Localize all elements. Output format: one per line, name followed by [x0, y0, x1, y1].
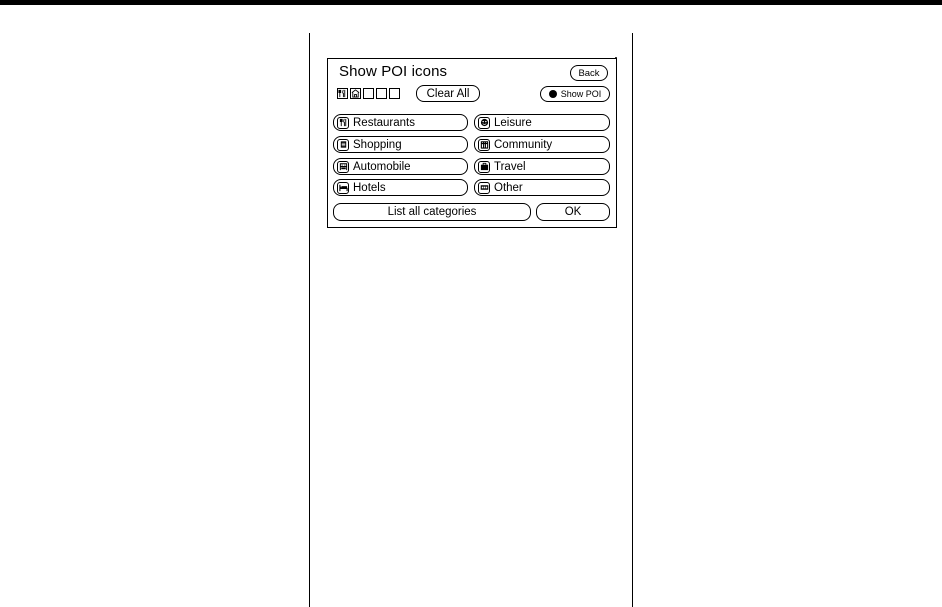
page-top-rule [0, 0, 942, 5]
category-label: Hotels [353, 181, 386, 194]
radio-selected-icon [549, 90, 557, 98]
category-travel-button[interactable] [474, 158, 610, 175]
category-automobile-button[interactable] [333, 158, 468, 175]
leisure-icon [478, 117, 490, 129]
category-label: Restaurants [353, 116, 416, 129]
other-icon [478, 182, 490, 194]
show-poi-toggle[interactable] [540, 86, 610, 102]
category-hotels-button[interactable] [333, 179, 468, 196]
selected-slot-community-icon[interactable] [350, 88, 361, 99]
show-poi-label: Show POI [560, 89, 602, 99]
category-community-button[interactable] [474, 136, 610, 153]
community-icon [478, 139, 490, 151]
selected-slot-restaurants-icon[interactable] [337, 88, 348, 99]
selected-slot-empty[interactable] [389, 88, 400, 99]
automobile-icon [337, 161, 349, 173]
category-label: Automobile [353, 160, 411, 173]
travel-icon [478, 161, 490, 173]
category-shopping-button[interactable] [333, 136, 468, 153]
column-divider-right [632, 33, 633, 607]
ok-button[interactable]: OK [536, 203, 610, 221]
category-restaurants-button[interactable] [333, 114, 468, 131]
hotels-icon [337, 182, 349, 194]
category-label: Travel [494, 160, 526, 173]
category-label: Other [494, 181, 523, 194]
column-divider-left [309, 33, 310, 607]
category-leisure-button[interactable] [474, 114, 610, 131]
list-all-categories-button[interactable]: List all categories [333, 203, 531, 221]
restaurants-icon [337, 117, 349, 129]
category-other-button[interactable] [474, 179, 610, 196]
category-label: Leisure [494, 116, 532, 129]
selected-slot-empty[interactable] [363, 88, 374, 99]
category-label: Community [494, 138, 553, 151]
clear-all-button[interactable]: Clear All [416, 85, 480, 102]
screen-title: Show POI icons [339, 63, 448, 80]
selected-slot-empty[interactable] [376, 88, 387, 99]
poi-icons-screen [327, 58, 617, 228]
back-button[interactable]: Back [570, 65, 608, 81]
shopping-icon [337, 139, 349, 151]
category-label: Shopping [353, 138, 402, 151]
selected-icon-slots [337, 88, 400, 99]
